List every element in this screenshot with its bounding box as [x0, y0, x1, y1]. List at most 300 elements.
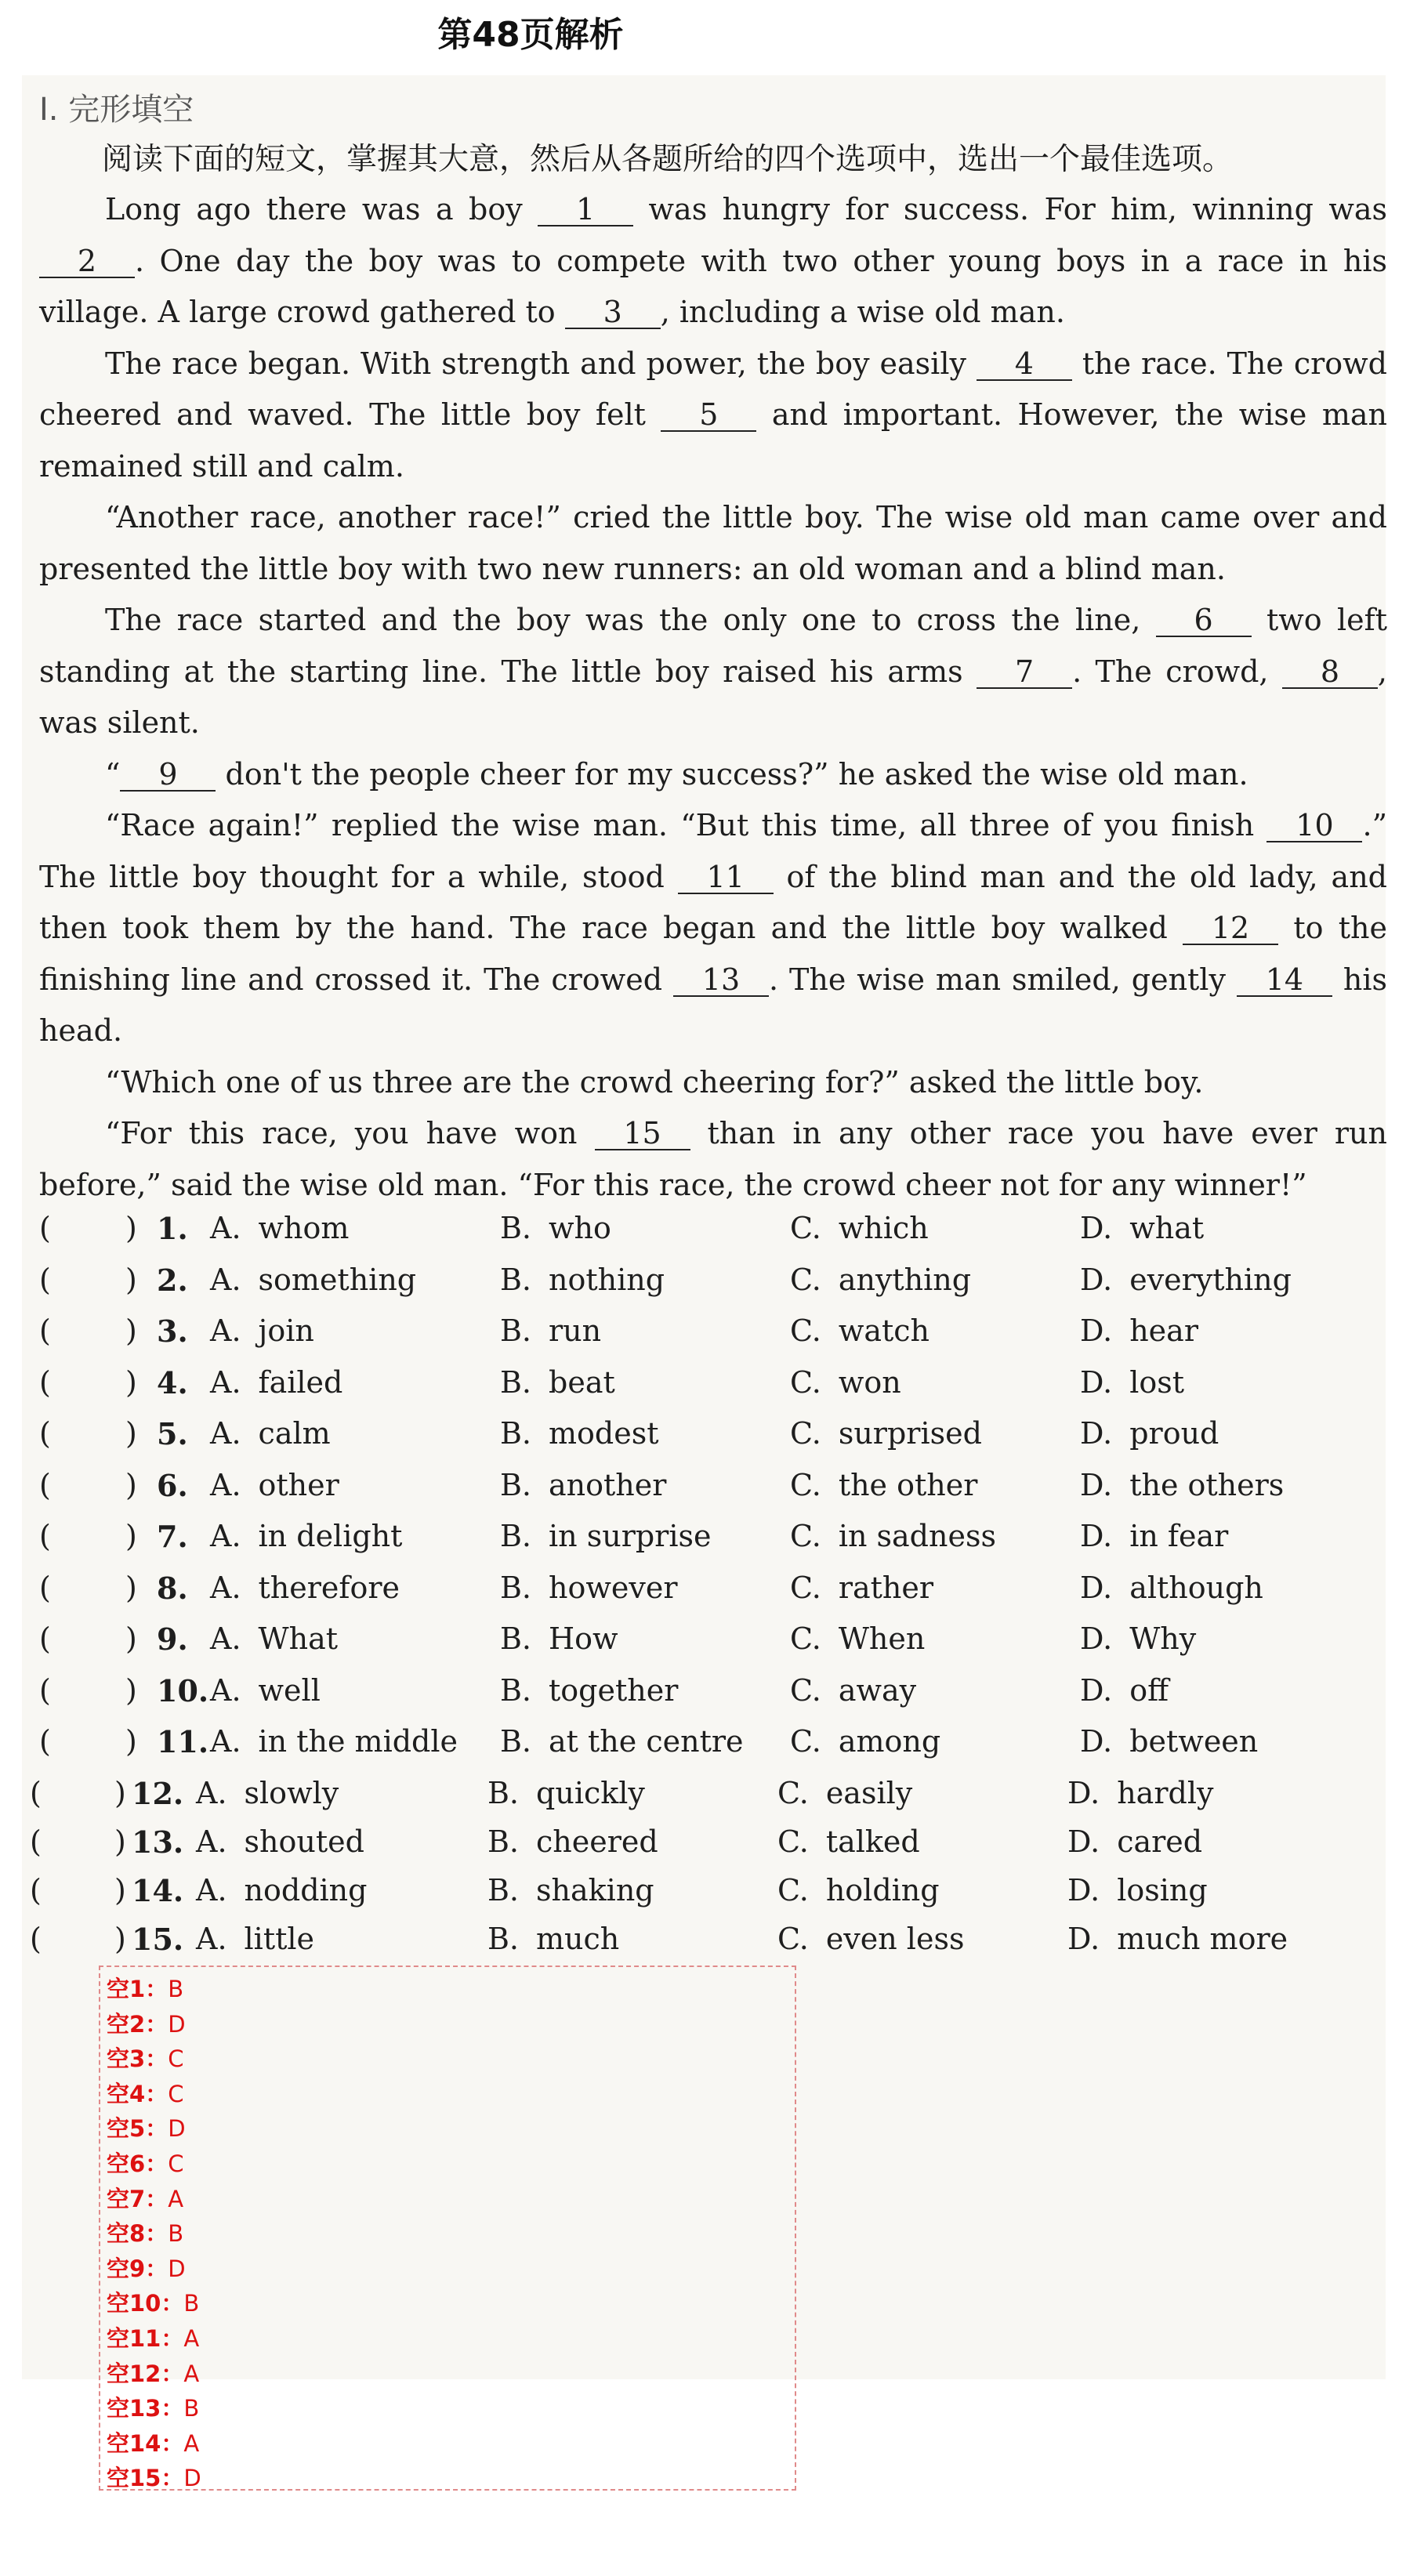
instruction: 阅读下面的短文，掌握其大意，然后从各题所给的四个选项中，选出一个最佳选项。 — [102, 142, 1234, 177]
answer-row — [107, 2182, 788, 2217]
option-letter: D. — [1080, 1364, 1113, 1400]
option-text: run — [549, 1313, 602, 1348]
option-text: in sadness — [838, 1519, 996, 1553]
option-c — [790, 1416, 982, 1451]
option-text: cared — [1117, 1824, 1203, 1859]
answer-value: B — [183, 2290, 200, 2317]
passage-text: the race. The crowd cheered and waved. The little boy felt — [39, 346, 1388, 432]
option-text: join — [258, 1313, 314, 1348]
option-letter: A. — [210, 1672, 241, 1708]
paren-open: ( — [30, 1824, 42, 1859]
option-d — [1080, 1313, 1198, 1348]
option-text: in delight — [258, 1519, 403, 1553]
paren-close: ) — [114, 1872, 126, 1908]
option-letter: A. — [210, 1262, 241, 1297]
paren-close: ) — [125, 1416, 137, 1451]
blank-6: 6 — [1156, 604, 1252, 637]
passage-text: was hungry for success. For him, winning was — [633, 192, 1388, 226]
blank-13: 13 — [673, 964, 769, 997]
question-number: 13. — [132, 1824, 184, 1860]
answer-value: B — [183, 2395, 200, 2422]
option-b — [500, 1263, 665, 1297]
option-a — [210, 1416, 331, 1451]
passage-text: , including a wise old man. — [660, 295, 1065, 329]
option-text: surprised — [838, 1416, 982, 1451]
passage-paragraph — [39, 595, 1387, 749]
option-text: although — [1129, 1570, 1263, 1605]
option-d — [1080, 1263, 1292, 1297]
option-text: losing — [1117, 1872, 1208, 1908]
paren-open: ( — [30, 1872, 42, 1908]
paren-close: ) — [125, 1570, 137, 1605]
option-letter: B. — [500, 1211, 532, 1245]
passage-text: and important. However, the wise man remained still and calm. — [39, 397, 1387, 484]
passage-text: of the blind man and the old lady, and then took them by the hand. The race began and the little boy walked — [39, 859, 1387, 945]
blank-8: 8 — [1282, 656, 1378, 689]
option-letter: A. — [210, 1313, 241, 1348]
option-text: easily — [825, 1775, 913, 1810]
question-row — [39, 1468, 1372, 1520]
paren-close: ) — [125, 1724, 137, 1759]
paren-close: ) — [125, 1467, 137, 1502]
paren-close: ) — [125, 1621, 137, 1656]
passage-text: The race started and the boy was the only one to cross the line, — [105, 603, 1156, 637]
option-letter: D. — [1067, 1872, 1100, 1908]
option-letter: C. — [790, 1672, 821, 1708]
option-letter: B. — [500, 1313, 532, 1348]
passage-paragraph — [39, 184, 1387, 339]
question-number: 1. — [157, 1211, 188, 1246]
option-text: hardly — [1117, 1775, 1214, 1810]
option-text: other — [258, 1467, 339, 1502]
option-c — [790, 1724, 940, 1759]
answer-row — [107, 2147, 788, 2182]
answer-label: 空5： — [107, 2115, 169, 2143]
question-number: 11. — [157, 1724, 209, 1759]
option-letter: B. — [500, 1621, 532, 1656]
option-text: quickly — [536, 1775, 645, 1810]
question-row — [39, 1571, 1372, 1622]
answer-label: 空2： — [107, 2010, 169, 2038]
option-d — [1080, 1468, 1284, 1502]
question-row — [39, 1365, 1372, 1417]
option-d — [1080, 1571, 1263, 1605]
paren-close: ) — [114, 1824, 126, 1859]
answer-row — [107, 1972, 788, 2007]
question-row — [39, 1263, 1372, 1314]
option-letter: C. — [790, 1416, 821, 1451]
option-letter: A. — [196, 1775, 227, 1810]
option-c — [777, 1873, 940, 1908]
blank-10: 10 — [1266, 810, 1362, 842]
option-letter: C. — [790, 1724, 821, 1759]
passage-text: “Race again!” replied the wise man. “But this time, all three of you finish — [105, 808, 1267, 842]
option-letter: B. — [500, 1724, 532, 1759]
answer-value: B — [168, 1976, 184, 2002]
passage-paragraph — [39, 800, 1387, 1057]
option-c — [777, 1824, 920, 1859]
option-letter: B. — [487, 1872, 520, 1908]
option-letter: A. — [210, 1724, 241, 1759]
question-number: 10. — [157, 1672, 209, 1708]
question-number: 15. — [132, 1921, 184, 1957]
option-c — [790, 1211, 929, 1245]
option-text: cheered — [536, 1824, 658, 1859]
passage-text: .” The little boy thought for a while, stood — [39, 808, 1387, 894]
question-row — [39, 1724, 1372, 1776]
answer-row — [107, 2216, 788, 2252]
option-text: however — [549, 1570, 678, 1605]
option-text: well — [258, 1672, 321, 1708]
option-text: away — [838, 1672, 917, 1708]
option-b — [487, 1873, 654, 1908]
option-b — [500, 1673, 678, 1708]
paren-open: ( — [30, 1921, 42, 1956]
answer-row — [107, 2077, 788, 2112]
option-d — [1067, 1922, 1288, 1956]
question-number: 7. — [157, 1519, 188, 1554]
blank-15: 15 — [595, 1118, 690, 1150]
question-row — [39, 1211, 1372, 1263]
option-d — [1067, 1824, 1202, 1859]
option-text: won — [838, 1364, 901, 1400]
option-text: the other — [838, 1467, 978, 1502]
paren-close: ) — [125, 1211, 137, 1245]
option-text: the others — [1129, 1467, 1285, 1502]
question-row — [39, 1313, 1372, 1365]
option-b — [500, 1724, 744, 1759]
option-a — [210, 1211, 349, 1245]
paren-open: ( — [39, 1672, 51, 1708]
passage-text: , was silent. — [39, 654, 1387, 740]
passage-text: than in any other race you have ever run before,” said the wise old man. “For this race, the crowd cheer not for any winner!” — [39, 1116, 1387, 1202]
option-text: whom — [258, 1211, 350, 1245]
option-letter: A. — [210, 1621, 241, 1656]
option-letter: D. — [1080, 1262, 1113, 1297]
option-d — [1080, 1621, 1196, 1656]
option-text: much more — [1117, 1921, 1288, 1956]
option-text: failed — [258, 1364, 343, 1400]
passage-text: don't the people cheer for my success?” he asked the wise old man. — [216, 756, 1248, 792]
option-b — [500, 1468, 666, 1502]
option-c — [790, 1365, 901, 1400]
option-letter: C. — [790, 1262, 821, 1297]
option-letter: C. — [777, 1824, 809, 1859]
option-c — [790, 1468, 977, 1502]
option-letter: A. — [210, 1416, 241, 1451]
blank-7: 7 — [977, 656, 1072, 689]
answer-row — [107, 2426, 788, 2462]
paren-close: ) — [125, 1313, 137, 1348]
option-letter: C. — [790, 1211, 821, 1245]
option-c — [790, 1519, 996, 1553]
option-text: another — [549, 1467, 667, 1502]
option-a — [210, 1468, 339, 1502]
option-text: at the centre — [549, 1724, 744, 1759]
option-b — [500, 1621, 618, 1656]
question-row — [39, 1416, 1372, 1468]
option-text: rather — [838, 1570, 934, 1605]
question-number: 14. — [132, 1872, 184, 1908]
blank-5: 5 — [661, 399, 756, 432]
question-options — [30, 1211, 1372, 1970]
option-text: modest — [549, 1416, 659, 1451]
option-text: beat — [549, 1364, 615, 1400]
option-letter: D. — [1080, 1467, 1113, 1502]
option-d — [1080, 1365, 1184, 1400]
blank-1: 1 — [538, 194, 633, 226]
option-letter: D. — [1080, 1416, 1113, 1451]
option-text: everything — [1129, 1262, 1292, 1297]
question-row — [30, 1921, 1372, 1970]
passage-paragraph — [39, 339, 1387, 493]
option-text: together — [549, 1672, 679, 1708]
option-c — [790, 1673, 916, 1708]
answer-row — [107, 2391, 788, 2426]
option-a — [210, 1519, 402, 1553]
option-b — [500, 1365, 615, 1400]
option-d — [1067, 1776, 1213, 1810]
option-a — [210, 1673, 321, 1708]
answer-box — [99, 1966, 796, 2491]
option-letter: D. — [1080, 1672, 1113, 1708]
paren-open: ( — [39, 1621, 51, 1656]
option-text: watch — [838, 1313, 930, 1348]
paren-open: ( — [39, 1313, 51, 1348]
passage-text: Long ago there was a boy — [105, 192, 538, 226]
option-letter: C. — [790, 1467, 821, 1502]
answer-label: 空3： — [107, 2045, 169, 2073]
option-letter: B. — [500, 1570, 532, 1605]
answer-row — [107, 2461, 788, 2496]
answer-label: 空8： — [107, 2220, 169, 2248]
answer-label: 空15： — [107, 2465, 184, 2492]
option-text: even less — [825, 1921, 965, 1956]
answer-value: A — [168, 2185, 184, 2212]
paren-open: ( — [39, 1467, 51, 1502]
option-text: calm — [258, 1416, 331, 1451]
option-d — [1080, 1724, 1258, 1759]
answer-row — [107, 2042, 788, 2077]
option-text: slowly — [244, 1775, 339, 1810]
option-text: something — [258, 1262, 417, 1297]
option-text: When — [838, 1621, 926, 1656]
answer-value: D — [183, 2465, 201, 2492]
option-b — [500, 1416, 659, 1451]
blank-14: 14 — [1237, 964, 1332, 997]
option-text: who — [549, 1211, 611, 1245]
option-text: nothing — [549, 1262, 665, 1297]
option-letter: C. — [777, 1921, 809, 1956]
option-letter: A. — [210, 1467, 241, 1502]
option-text: in the middle — [258, 1724, 458, 1759]
option-text: little — [244, 1921, 315, 1956]
option-c — [777, 1922, 964, 1956]
answer-row — [107, 2007, 788, 2042]
paren-close: ) — [125, 1672, 137, 1708]
answer-label: 空11： — [107, 2324, 184, 2352]
option-a — [210, 1263, 416, 1297]
passage-text: . The wise man smiled, gently — [768, 962, 1237, 997]
question-row — [39, 1673, 1372, 1725]
option-c — [790, 1313, 929, 1348]
question-number: 4. — [157, 1364, 188, 1400]
option-text: talked — [825, 1824, 920, 1859]
option-d — [1080, 1519, 1228, 1553]
answer-row — [107, 2111, 788, 2147]
question-row — [30, 1824, 1372, 1873]
passage-text: two left standing at the starting line. The little boy raised his arms — [39, 603, 1387, 689]
paren-close: ) — [114, 1921, 126, 1956]
answer-row — [107, 2321, 788, 2357]
option-letter: A. — [196, 1921, 227, 1956]
passage-paragraph — [39, 492, 1387, 595]
option-letter: A. — [196, 1824, 227, 1859]
option-text: off — [1129, 1672, 1169, 1708]
option-text: nodding — [244, 1872, 368, 1908]
answer-row — [107, 2357, 788, 2392]
option-letter: B. — [500, 1262, 532, 1297]
option-b — [487, 1824, 658, 1859]
passage-text: his head. — [39, 962, 1387, 1048]
option-letter: A. — [210, 1211, 241, 1245]
answer-value: C — [168, 2080, 184, 2107]
paren-close: ) — [125, 1364, 137, 1400]
answer-label: 空14： — [107, 2429, 184, 2457]
option-b — [487, 1776, 645, 1810]
option-letter: A. — [210, 1364, 241, 1400]
option-letter: D. — [1067, 1921, 1100, 1956]
page-title-text: 第48页解析 — [437, 15, 624, 55]
answer-value: D — [168, 2010, 186, 2038]
option-letter: C. — [790, 1364, 821, 1400]
paren-open: ( — [39, 1570, 51, 1605]
answer-label: 空7： — [107, 2185, 169, 2212]
answer-value: A — [183, 2429, 200, 2457]
option-a — [210, 1621, 338, 1656]
answer-value: D — [168, 2255, 186, 2282]
option-text: in fear — [1129, 1519, 1229, 1553]
answer-value: C — [168, 2150, 184, 2177]
option-letter: B. — [487, 1921, 520, 1956]
option-letter: D. — [1080, 1211, 1113, 1245]
answer-value: B — [168, 2220, 184, 2248]
paren-open: ( — [39, 1519, 51, 1553]
option-letter: C. — [790, 1519, 821, 1553]
option-text: much — [536, 1921, 620, 1956]
question-row — [30, 1775, 1372, 1824]
option-d — [1080, 1416, 1219, 1451]
option-b — [500, 1211, 611, 1245]
option-letter: C. — [777, 1775, 809, 1810]
passage-text: . One day the boy was to compete with two other young boys in a race in his village. A large crowd gathered to — [39, 243, 1387, 329]
blank-4: 4 — [977, 348, 1072, 381]
option-b — [500, 1313, 601, 1348]
blank-11: 11 — [678, 861, 774, 894]
question-number: 6. — [157, 1467, 188, 1503]
option-letter: B. — [487, 1824, 520, 1859]
section-heading: Ⅰ. 完形填空 — [39, 92, 194, 128]
option-a — [210, 1313, 314, 1348]
answer-label: 空6： — [107, 2150, 169, 2177]
option-d — [1067, 1873, 1208, 1908]
option-text: among — [838, 1724, 941, 1759]
option-letter: A. — [196, 1872, 227, 1908]
option-letter: B. — [500, 1364, 532, 1400]
answer-label: 空13： — [107, 2395, 184, 2422]
option-d — [1080, 1673, 1169, 1708]
question-row — [30, 1872, 1372, 1922]
option-letter: C. — [790, 1313, 821, 1348]
option-letter: B. — [500, 1519, 532, 1553]
option-letter: D. — [1080, 1621, 1113, 1656]
option-text: What — [258, 1621, 338, 1656]
passage-text: “ — [105, 756, 121, 792]
option-b — [500, 1519, 712, 1553]
option-letter: D. — [1080, 1570, 1113, 1605]
option-letter: D. — [1067, 1775, 1100, 1810]
passage — [39, 184, 1387, 1211]
answer-value: D — [168, 2115, 186, 2143]
option-letter: A. — [210, 1570, 241, 1605]
answer-row — [107, 2286, 788, 2321]
option-text: which — [838, 1211, 929, 1245]
option-letter: B. — [500, 1416, 532, 1451]
option-letter: B. — [487, 1775, 520, 1810]
answer-value: A — [183, 2324, 200, 2352]
blank-3: 3 — [565, 296, 661, 329]
option-text: shaking — [536, 1872, 654, 1908]
option-a — [210, 1571, 400, 1605]
option-a — [196, 1776, 339, 1810]
option-text: in surprise — [549, 1519, 712, 1553]
option-letter: C. — [777, 1872, 809, 1908]
paren-close: ) — [125, 1519, 137, 1553]
passage-text: The race began. With strength and power, the boy easily — [105, 346, 977, 381]
answer-label: 空10： — [107, 2290, 184, 2317]
option-text: holding — [825, 1872, 940, 1908]
option-c — [790, 1571, 933, 1605]
option-b — [500, 1571, 678, 1605]
paren-open: ( — [30, 1775, 42, 1810]
option-d — [1080, 1211, 1204, 1245]
question-number: 8. — [157, 1570, 188, 1606]
blank-2: 2 — [39, 245, 135, 278]
paren-close: ) — [114, 1775, 126, 1810]
passage-paragraph — [39, 1057, 1387, 1109]
option-c — [777, 1776, 912, 1810]
answer-label: 空4： — [107, 2080, 169, 2107]
option-text: hear — [1129, 1313, 1198, 1348]
option-text: How — [549, 1621, 618, 1656]
option-letter: D. — [1067, 1824, 1100, 1859]
question-row — [39, 1621, 1372, 1673]
passage-text: “Another race, another race!” cried the little boy. The wise old man came over and presented the little boy with two new runners: an old woman and a blind man. — [39, 500, 1387, 586]
option-b — [487, 1922, 619, 1956]
page-title — [0, 6, 1406, 56]
paren-open: ( — [39, 1211, 51, 1245]
answer-label: 空12： — [107, 2360, 184, 2387]
paren-close: ) — [125, 1262, 137, 1297]
passage-text: . The crowd, — [1072, 654, 1282, 689]
option-letter: C. — [790, 1570, 821, 1605]
passage-text: “For this race, you have won — [105, 1116, 595, 1150]
option-letter: C. — [790, 1621, 821, 1656]
paren-open: ( — [39, 1416, 51, 1451]
question-number: 12. — [132, 1775, 184, 1811]
answer-row — [107, 2252, 788, 2287]
option-c — [790, 1263, 971, 1297]
